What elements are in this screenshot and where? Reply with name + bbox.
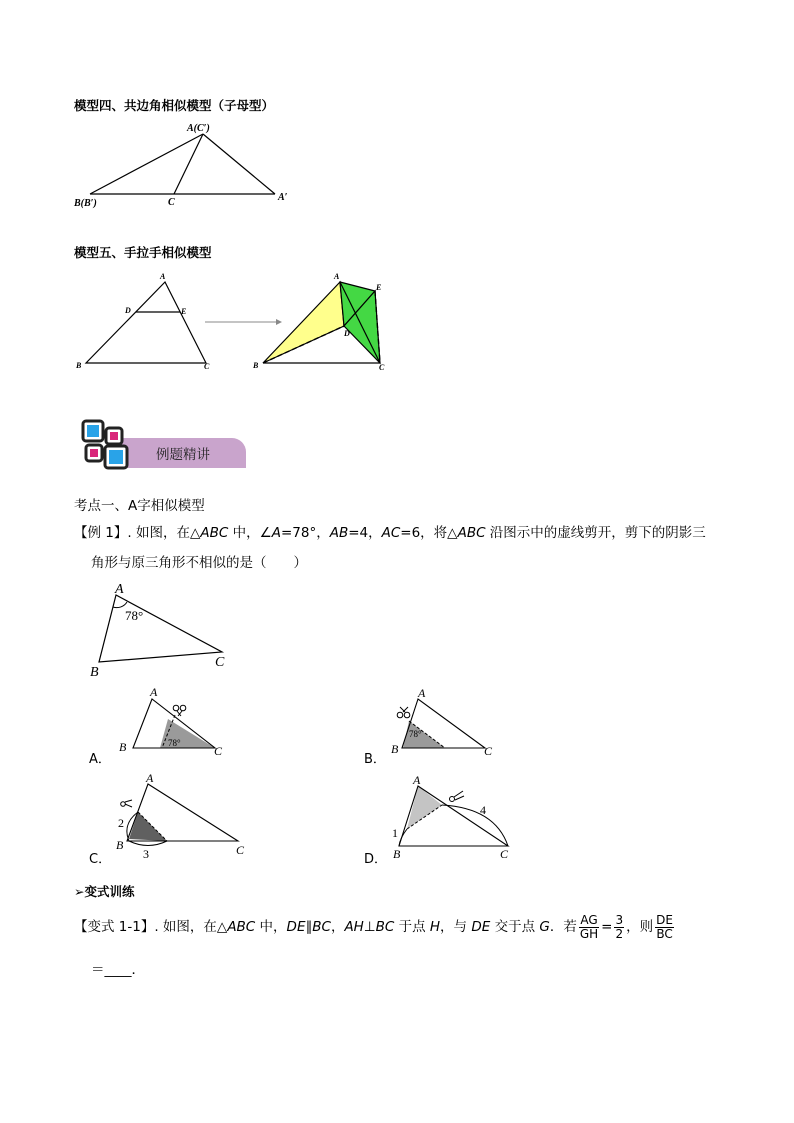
option-a-vertex-c: C bbox=[214, 744, 223, 758]
option-d-number-1: 1 bbox=[392, 826, 398, 840]
option-c-number-2: 2 bbox=[118, 816, 124, 830]
example1-label-angle: 78° bbox=[125, 608, 144, 623]
example1-text: 中，∠ bbox=[228, 525, 272, 541]
example1-text: 沿图示中的虚线剪开，剪下的阴影三 bbox=[485, 525, 706, 541]
option-b-vertex-b: B bbox=[391, 742, 399, 756]
option-a-figure[interactable] bbox=[115, 685, 235, 760]
example1-tag: 【例 1】 bbox=[74, 525, 128, 541]
model5-arrow-head bbox=[276, 319, 282, 325]
model4-label-b: B(B′) bbox=[74, 198, 97, 209]
option-a-angle: 78° bbox=[168, 738, 181, 748]
example1-label-b: B bbox=[90, 665, 99, 680]
scissors-icon-ring bbox=[180, 705, 186, 711]
model4-label-c: C bbox=[168, 197, 175, 208]
option-d-vertex-a: A bbox=[413, 773, 421, 787]
example1-figure bbox=[85, 578, 245, 682]
example1-var: ABC bbox=[457, 525, 486, 541]
model5-left-label-c: C bbox=[204, 362, 210, 371]
example1-text: =78°， bbox=[280, 525, 330, 541]
option-c-vertex-a: A bbox=[146, 772, 154, 785]
scissors-icon bbox=[450, 797, 455, 802]
option-c-figure[interactable] bbox=[110, 772, 250, 860]
model5-right-label-b: B bbox=[253, 361, 259, 370]
model4-title: 模型四、共边角相似模型（子母型） bbox=[74, 98, 275, 113]
example1-triangle bbox=[99, 595, 222, 662]
option-b-angle: 78° bbox=[409, 729, 422, 739]
example1-text: . 如图，在△ bbox=[127, 525, 201, 541]
option-c-shade bbox=[129, 812, 167, 841]
model4-label-a: A(C′) bbox=[187, 123, 210, 134]
example1-label-c: C bbox=[215, 655, 225, 670]
option-d-vertex-b: B bbox=[393, 847, 401, 860]
option-d-number-4: 4 bbox=[480, 803, 486, 817]
example1-var: AB bbox=[329, 525, 349, 541]
model5-left-label-d: D bbox=[125, 306, 131, 315]
option-c-vertex-c: C bbox=[236, 843, 245, 857]
variant-answer[interactable]: ＝____． bbox=[91, 962, 145, 978]
variant-tag: 【变式 1-1】 bbox=[74, 919, 155, 935]
option-c-vertex-b: B bbox=[116, 838, 124, 852]
option-b-vertex-c: C bbox=[484, 744, 493, 758]
example1-label-a: A bbox=[115, 582, 124, 597]
model4-line-aa2 bbox=[203, 134, 275, 194]
option-a-vertex-b: B bbox=[119, 740, 127, 754]
example1-var: AC bbox=[381, 525, 401, 541]
banner-squares-icon bbox=[80, 418, 132, 470]
example1-angle-arc bbox=[113, 602, 127, 608]
model5-left-label-b: B bbox=[76, 361, 82, 370]
example1-text: =4， bbox=[348, 525, 382, 541]
option-a-label[interactable]: A． bbox=[89, 752, 111, 767]
fraction-de-bc: $\frac{DE}{BC}$ bbox=[656, 912, 673, 941]
variant-header: ➢变式训练 bbox=[74, 884, 135, 899]
option-d-label[interactable]: D． bbox=[364, 852, 388, 867]
option-d-figure[interactable] bbox=[390, 772, 520, 860]
example1-line1 bbox=[74, 521, 706, 541]
section1-title: 考点一、A字相似模型 bbox=[74, 498, 205, 514]
model4-line-ba bbox=[90, 134, 203, 194]
fraction-ag-gh: $\frac{AG}{GH}$ bbox=[579, 912, 599, 941]
option-d-shade bbox=[407, 786, 442, 829]
banner-text: 例题精讲 bbox=[156, 447, 210, 463]
model4-line-ac bbox=[174, 134, 203, 194]
option-c-label[interactable]: C． bbox=[89, 852, 112, 867]
option-b-vertex-a: A bbox=[418, 686, 426, 700]
option-b-figure[interactable] bbox=[388, 685, 508, 760]
scissors-icon-ring bbox=[404, 712, 410, 718]
model4-label-a2: A′ bbox=[278, 192, 288, 203]
scissors-icon bbox=[397, 712, 403, 718]
model5-right-label-a: A bbox=[334, 272, 340, 281]
option-c-arc-bottom bbox=[129, 841, 167, 846]
example1-line2: 角形与原三角形不相似的是（ ） bbox=[91, 555, 307, 571]
model5-right-label-e: E bbox=[376, 283, 382, 292]
model4-figure bbox=[70, 118, 300, 210]
scissors-icon bbox=[173, 705, 179, 711]
option-b-label[interactable]: B． bbox=[364, 752, 386, 767]
example1-var: A bbox=[271, 525, 281, 541]
fraction-3-2: $\frac{3}{2}$ bbox=[615, 912, 624, 941]
section-banner bbox=[80, 418, 250, 474]
model5-figure bbox=[70, 268, 400, 378]
model5-left-triangle bbox=[86, 282, 206, 363]
option-d-vertex-c: C bbox=[500, 847, 509, 860]
model5-title: 模型五、手拉手相似模型 bbox=[74, 245, 212, 260]
option-a-vertex-a: A bbox=[150, 685, 158, 699]
example1-var: ABC bbox=[200, 525, 229, 541]
variant-line1: 【变式 1-1】. 如图，在△ABC 中，DE∥BC，AH⊥BC 于点 H，与 DE 交于点 G．若 $\frac{AG}{GH}$ = $\frac{3}{2}$ ，则 $\frac{DE}{BC}$ bbox=[74, 912, 673, 941]
model5-left-label-e: E bbox=[181, 307, 187, 316]
model5-right-label-c: C bbox=[379, 363, 385, 372]
model5-right-label-d: D bbox=[344, 329, 350, 338]
option-c-number-3: 3 bbox=[143, 847, 149, 860]
scissors-icon bbox=[121, 802, 126, 807]
model5-left-label-a: A bbox=[160, 272, 166, 281]
example1-text: =6，将△ bbox=[400, 525, 458, 541]
